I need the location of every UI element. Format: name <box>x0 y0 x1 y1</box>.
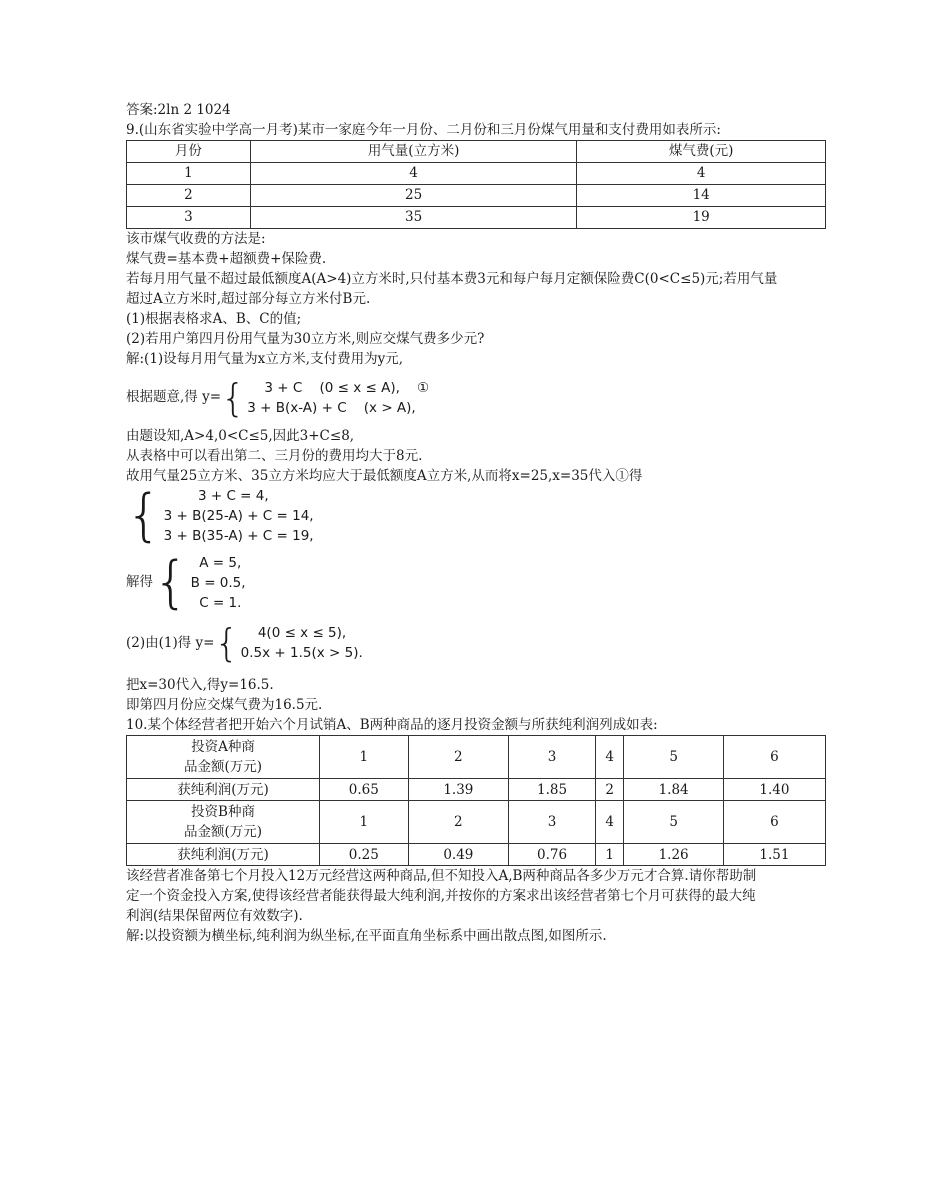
q9-equation-system-3 <box>126 549 826 615</box>
q9-title: 9.(山东省实验中学高一月考)某市一家庭今年一月份、二月份和三月份煤气用量和支付费用如表所示: <box>126 122 721 138</box>
table-cell: 1 <box>319 736 408 779</box>
table-cell: 1.26 <box>624 844 724 866</box>
table-row <box>127 801 826 844</box>
q9-solution-line: 解:(1)设每月用气量为x立方米,支付费用为y元, <box>126 351 403 367</box>
brace-symbol: { <box>126 483 162 548</box>
table-cell: 1 <box>596 844 624 866</box>
table-cell: 35 <box>250 207 577 229</box>
table-row <box>127 185 826 207</box>
q9-solution-line: 由题设知,A>4,0<C≤5,因此3+C≤8, <box>126 427 355 444</box>
table-row <box>127 779 826 801</box>
table-cell: 0.49 <box>408 844 508 866</box>
table-cell: 2 <box>596 779 624 801</box>
equation-row: 0.5x + 1.5(x > 5). <box>240 645 363 661</box>
table-cell: 0.65 <box>319 779 408 801</box>
q9-solution-line: 故用气量25立方米、35立方米均应大于最低额度A立方米,从而将x=25,x=35代入①得 <box>126 467 643 484</box>
equation-prefix: (2)由(1)得 y= <box>126 634 215 651</box>
table-row <box>127 736 826 779</box>
investment-profit-table <box>126 735 826 866</box>
table-cell: 4 <box>250 163 577 185</box>
row-label-line: 投资B种商 <box>191 804 255 820</box>
equation-row: A = 5, <box>190 554 242 571</box>
table-cell: 1.40 <box>723 779 825 801</box>
table-cell: 3 <box>509 736 596 779</box>
table-cell: 4 <box>596 736 624 779</box>
q10-solution-line: 解:以投资额为横坐标,纯利润为纵坐标,在平面直角坐标系中画出散点图,如图所示. <box>126 928 607 944</box>
table-cell: 14 <box>577 185 826 207</box>
table-row <box>127 844 826 866</box>
previous-answer: 答案:2ln 2 1024 <box>126 102 231 118</box>
table-cell: 0.76 <box>509 844 596 866</box>
table-cell: 4 <box>577 163 826 185</box>
table-cell: 3 <box>509 801 596 844</box>
table-cell: 0.25 <box>319 844 408 866</box>
table-cell: 3 <box>127 207 251 229</box>
q9-paragraph: 超过A立方米时,超过部分每立方米付B元. <box>126 291 371 307</box>
row-label: 获纯利润(万元) <box>127 844 320 866</box>
table-cell: 25 <box>250 185 577 207</box>
table-header: 月份 <box>127 141 251 163</box>
q10-title: 10.某个体经营者把开始六个月试销A、B两种商品的逐月投资金额与所获纯利润列成如表: <box>126 717 658 733</box>
row-label-line: 投资A种商 <box>191 739 255 755</box>
row-label <box>127 801 320 844</box>
equation-row: 3 + B(x-A) + C (x > A), <box>247 399 416 416</box>
equation-row: 3 + B(35-A) + C = 19, <box>163 528 314 544</box>
q9-solution-line: 即第四月份应交煤气费为16.5元. <box>126 697 323 713</box>
row-label <box>127 736 320 779</box>
brace-symbol: { <box>153 549 189 615</box>
equation-row: C = 1. <box>190 594 242 611</box>
q9-equation-system-4 <box>126 623 826 664</box>
document-page <box>126 100 826 946</box>
table-header-row <box>127 141 826 163</box>
table-cell: 6 <box>723 801 825 844</box>
q9-paragraph: 煤气费=基本费+超额费+保险费. <box>126 251 327 267</box>
table-cell: 2 <box>408 736 508 779</box>
equation-row: 3 + C = 4, <box>163 488 269 504</box>
q9-subquestion: (2)若用户第四月份用气量为30立方米,则应交煤气费多少元? <box>126 331 485 347</box>
table-cell: 2 <box>127 185 251 207</box>
table-header: 煤气费(元) <box>577 141 826 163</box>
table-cell: 2 <box>408 801 508 844</box>
table-cell: 19 <box>577 207 826 229</box>
table-cell: 1.39 <box>408 779 508 801</box>
q9-paragraph: 若每月用气量不超过最低额度A(A>4)立方米时,只付基本费3元和每户每月定额保险费C(0<C≤5)元;若用气量 <box>126 271 778 287</box>
equation-prefix: 解得 <box>126 574 153 590</box>
table-cell: 1.84 <box>624 779 724 801</box>
table-header: 用气量(立方米) <box>250 141 577 163</box>
equation-row: 4(0 ≤ x ≤ 5), <box>240 625 347 641</box>
row-label-line: 品金额(万元) <box>183 824 263 840</box>
table-cell: 5 <box>624 736 724 779</box>
brace-symbol: { <box>221 375 246 420</box>
table-row <box>127 163 826 185</box>
table-cell: 1 <box>319 801 408 844</box>
equation-row: 3 + B(25-A) + C = 14, <box>163 508 314 524</box>
table-cell: 5 <box>624 801 724 844</box>
gas-usage-table <box>126 140 826 229</box>
q9-paragraph: 该市煤气收费的方法是: <box>126 231 266 247</box>
q10-paragraph: 该经营者准备第七个月投入12万元经营这两种商品,但不知投入A,B两种商品各多少万元才合算.请你帮助制 <box>126 868 757 884</box>
row-label: 获纯利润(万元) <box>127 779 320 801</box>
q10-paragraph: 利润(结果保留两位有效数字). <box>126 908 303 924</box>
row-label-line: 品金额(万元) <box>183 759 263 775</box>
q9-solution-line: 从表格中可以看出第二、三月份的费用均大于8元. <box>126 447 423 464</box>
table-cell: 4 <box>596 801 624 844</box>
equation-row: 3 + C (0 ≤ x ≤ A), ① <box>247 379 430 396</box>
q9-subquestion: (1)根据表格求A、B、C的值; <box>126 311 302 327</box>
q10-paragraph: 定一个资金投入方案,使得该经营者能获得最大纯利润,并按你的方案求出该经营者第七个月可获得的最大纯 <box>126 888 756 904</box>
table-cell: 1 <box>127 163 251 185</box>
brace-symbol: { <box>214 621 239 665</box>
equation-row: B = 0.5, <box>190 574 246 591</box>
table-cell: 1.51 <box>723 844 825 866</box>
q9-solution-line: 把x=30代入,得y=16.5. <box>126 677 274 693</box>
table-cell: 1.85 <box>509 779 596 801</box>
q9-equation-system-1 <box>126 377 826 418</box>
equation-prefix: 根据题意,得 y= <box>126 389 222 405</box>
q9-equation-system-2 <box>126 483 826 548</box>
table-row <box>127 207 826 229</box>
table-cell: 6 <box>723 736 825 779</box>
